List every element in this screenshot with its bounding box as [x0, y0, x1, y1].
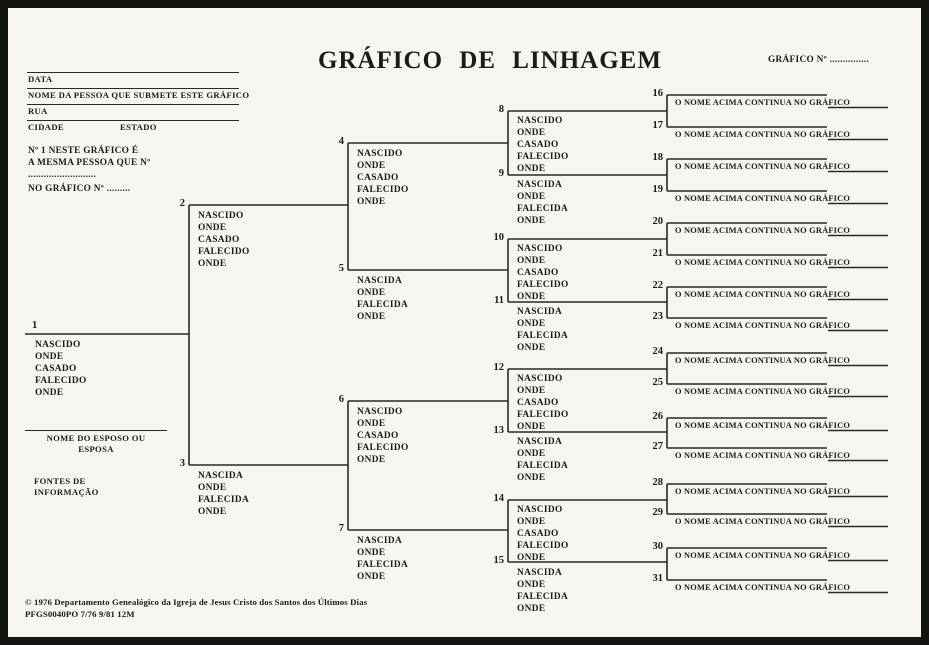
- position-field-labels: [517, 306, 568, 354]
- field-label: CASADO: [357, 431, 399, 441]
- field-label: ONDE: [517, 256, 546, 266]
- continuation-label: O NOME ACIMA CONTINUA NO GRÁFICO: [675, 421, 851, 430]
- field-label: ONDE: [357, 312, 386, 322]
- position-number: 10: [493, 232, 504, 243]
- field-label: NASCIDO: [357, 149, 403, 159]
- position-field-labels: [357, 275, 408, 323]
- field-label: ONDE: [517, 422, 546, 432]
- same-person-note-line2: A MESMA PESSOA QUE Nº: [28, 158, 151, 168]
- field-label: CASADO: [517, 268, 559, 278]
- continuation-number: 24: [652, 346, 663, 357]
- field-label: ONDE: [357, 161, 386, 171]
- field-label: ONDE: [517, 517, 546, 527]
- field-label: CASADO: [517, 398, 559, 408]
- field-label: ONDE: [198, 259, 227, 269]
- position-number: 3: [179, 458, 185, 469]
- position-number: 6: [338, 394, 344, 405]
- field-label: NASCIDA: [517, 568, 563, 578]
- field-label: NASCIDA: [517, 307, 563, 317]
- position-number: 15: [493, 555, 504, 566]
- field-label: ONDE: [198, 483, 227, 493]
- form-code-line: PFGS0040PO 7/76 9/81 12M: [25, 609, 135, 619]
- on-chart-number-label: NO GRÁFICO Nº .........: [28, 184, 131, 194]
- field-label: ONDE: [357, 455, 386, 465]
- field-label: NASCIDO: [517, 244, 563, 254]
- field-label: FALECIDO: [357, 443, 409, 453]
- continuation-label: O NOME ACIMA CONTINUA NO GRÁFICO: [675, 583, 851, 592]
- continuation-number: 20: [652, 216, 663, 227]
- continuation-number: 21: [652, 248, 663, 259]
- field-label: FALECIDO: [517, 410, 569, 420]
- field-label: NASCIDA: [357, 536, 403, 546]
- field-label: ONDE: [357, 419, 386, 429]
- field-label: FALECIDA: [517, 204, 569, 214]
- field-label: FALECIDO: [198, 247, 250, 257]
- same-person-note-line1: Nº 1 NESTE GRÁFICO É: [28, 146, 139, 156]
- field-label: ONDE: [517, 192, 546, 202]
- street-fill-line: [27, 104, 239, 105]
- field-label: NASCIDO: [357, 407, 403, 417]
- position-field-labels: [35, 339, 87, 399]
- continuation-number: 25: [652, 377, 663, 388]
- continuation-label: O NOME ACIMA CONTINUA NO GRÁFICO: [675, 194, 851, 203]
- field-label: ONDE: [517, 164, 546, 174]
- position-field-labels: [357, 148, 409, 208]
- field-label: ONDE: [198, 223, 227, 233]
- position-field-labels: [198, 210, 250, 270]
- field-label: ONDE: [517, 128, 546, 138]
- position-field-labels: [517, 115, 569, 175]
- field-label: ONDE: [198, 507, 227, 517]
- field-label: ONDE: [517, 216, 546, 226]
- position-number: 2: [179, 198, 185, 209]
- field-label: ONDE: [357, 572, 386, 582]
- continuation-label: O NOME ACIMA CONTINUA NO GRÁFICO: [675, 321, 851, 330]
- field-label: CASADO: [35, 364, 77, 374]
- field-label: NASCIDO: [517, 505, 563, 515]
- same-person-dotted-line: ..........................: [28, 170, 97, 180]
- continuation-label: O NOME ACIMA CONTINUA NO GRÁFICO: [675, 130, 851, 139]
- date-label: DATA: [28, 74, 53, 84]
- field-label: FALECIDA: [517, 331, 569, 341]
- field-label: ONDE: [357, 288, 386, 298]
- position-field-labels: [517, 567, 568, 615]
- continuation-label: O NOME ACIMA CONTINUA NO GRÁFICO: [675, 487, 851, 496]
- position-number: 13: [493, 425, 504, 436]
- position-number: 7: [338, 523, 344, 534]
- city-state-fill-line: [27, 120, 239, 121]
- field-label: ONDE: [517, 604, 546, 614]
- field-label: NASCIDO: [35, 340, 81, 350]
- continuation-label: O NOME ACIMA CONTINUA NO GRÁFICO: [675, 356, 851, 365]
- field-label: FALECIDA: [357, 560, 409, 570]
- continuation-label: O NOME ACIMA CONTINUA NO GRÁFICO: [675, 258, 851, 267]
- continuation-label: O NOME ACIMA CONTINUA NO GRÁFICO: [675, 387, 851, 396]
- submitter-label: NOME DA PESSOA QUE SUBMETE ESTE GRÁFICO: [28, 90, 250, 100]
- field-label: FALECIDO: [357, 185, 409, 195]
- field-label: NASCIDA: [517, 180, 563, 190]
- field-label: FALECIDO: [517, 280, 569, 290]
- field-label: ONDE: [517, 292, 546, 302]
- field-label: ONDE: [517, 580, 546, 590]
- spouse-fill-line: [25, 430, 167, 431]
- field-label: ONDE: [35, 352, 64, 362]
- state-label: ESTADO: [120, 122, 157, 132]
- position-field-labels: [517, 243, 569, 303]
- position-field-labels: [517, 504, 569, 564]
- continuation-number: 22: [652, 280, 663, 291]
- field-label: ONDE: [357, 548, 386, 558]
- submitter-fill-line: [27, 88, 239, 89]
- position-field-labels: [357, 535, 408, 583]
- continuation-label: O NOME ACIMA CONTINUA NO GRÁFICO: [675, 517, 851, 526]
- continuation-number: 30: [652, 541, 663, 552]
- field-label: FALECIDO: [517, 152, 569, 162]
- sources-label-line1: FONTES DE: [34, 476, 86, 486]
- field-label: FALECIDO: [517, 541, 569, 551]
- field-label: ONDE: [517, 343, 546, 353]
- position-number: 9: [498, 168, 504, 179]
- spouse-label-line2: ESPOSA: [78, 444, 114, 454]
- position-field-labels: [517, 373, 569, 433]
- position-number: 11: [494, 295, 504, 306]
- field-label: CASADO: [357, 173, 399, 183]
- continuation-number: 17: [652, 120, 663, 131]
- field-label: CASADO: [517, 529, 559, 539]
- field-label: NASCIDA: [198, 471, 244, 481]
- position-number: 5: [338, 263, 344, 274]
- position-number: 8: [498, 104, 504, 115]
- city-label: CIDADE: [28, 122, 65, 132]
- field-label: ONDE: [35, 388, 64, 398]
- field-label: NASCIDA: [517, 437, 563, 447]
- continuation-number: 23: [652, 311, 663, 322]
- field-label: ONDE: [517, 449, 546, 459]
- field-label: FALECIDA: [357, 300, 409, 310]
- continuation-number: 29: [652, 507, 663, 518]
- continuation-number: 28: [652, 477, 663, 488]
- position-field-labels: [198, 470, 249, 518]
- position-number: 1: [32, 320, 38, 331]
- chart-number-field: GRÁFICO Nº ...............: [768, 55, 869, 65]
- street-label: RUA: [28, 106, 48, 116]
- field-label: NASCIDO: [517, 374, 563, 384]
- position-number: 14: [493, 493, 504, 504]
- continuation-number: 26: [652, 411, 663, 422]
- field-label: FALECIDA: [198, 495, 250, 505]
- continuation-number: 31: [652, 573, 663, 584]
- continuation-number: 16: [652, 88, 663, 99]
- field-label: ONDE: [517, 553, 546, 563]
- continuation-label: O NOME ACIMA CONTINUA NO GRÁFICO: [675, 162, 851, 171]
- date-fill-line: [27, 72, 239, 73]
- field-label: FALECIDA: [517, 461, 569, 471]
- field-label: NASCIDA: [357, 276, 403, 286]
- continuation-label: O NOME ACIMA CONTINUA NO GRÁFICO: [675, 551, 851, 560]
- position-field-labels: [357, 406, 409, 466]
- page-title: GRÁFICO DE LINHAGEM: [318, 47, 662, 74]
- continuation-number: 18: [652, 152, 663, 163]
- continuation-number: 19: [652, 184, 663, 195]
- position-number: 12: [493, 362, 504, 373]
- field-label: NASCIDO: [198, 211, 244, 221]
- field-label: FALECIDA: [517, 592, 569, 602]
- spouse-label-line1: NOME DO ESPOSO OU: [46, 433, 146, 443]
- position-number: 4: [338, 136, 344, 147]
- continuation-label: O NOME ACIMA CONTINUA NO GRÁFICO: [675, 226, 851, 235]
- field-label: ONDE: [357, 197, 386, 207]
- position-field-labels: [517, 179, 568, 227]
- sources-label-line2: INFORMAÇÃO: [34, 487, 99, 497]
- continuation-number: 27: [652, 441, 663, 452]
- field-label: NASCIDO: [517, 116, 563, 126]
- field-label: ONDE: [517, 473, 546, 483]
- copyright-line: © 1976 Departamento Genealógico da Igreja de Jesus Cristo dos Santos dos Últimos Dias: [25, 597, 368, 607]
- continuation-label: O NOME ACIMA CONTINUA NO GRÁFICO: [675, 290, 851, 299]
- field-label: CASADO: [198, 235, 240, 245]
- continuation-label: O NOME ACIMA CONTINUA NO GRÁFICO: [675, 451, 851, 460]
- field-label: CASADO: [517, 140, 559, 150]
- field-label: ONDE: [517, 386, 546, 396]
- field-label: FALECIDO: [35, 376, 87, 386]
- continuation-label: O NOME ACIMA CONTINUA NO GRÁFICO: [675, 98, 851, 107]
- position-field-labels: [517, 436, 568, 484]
- field-label: ONDE: [517, 319, 546, 329]
